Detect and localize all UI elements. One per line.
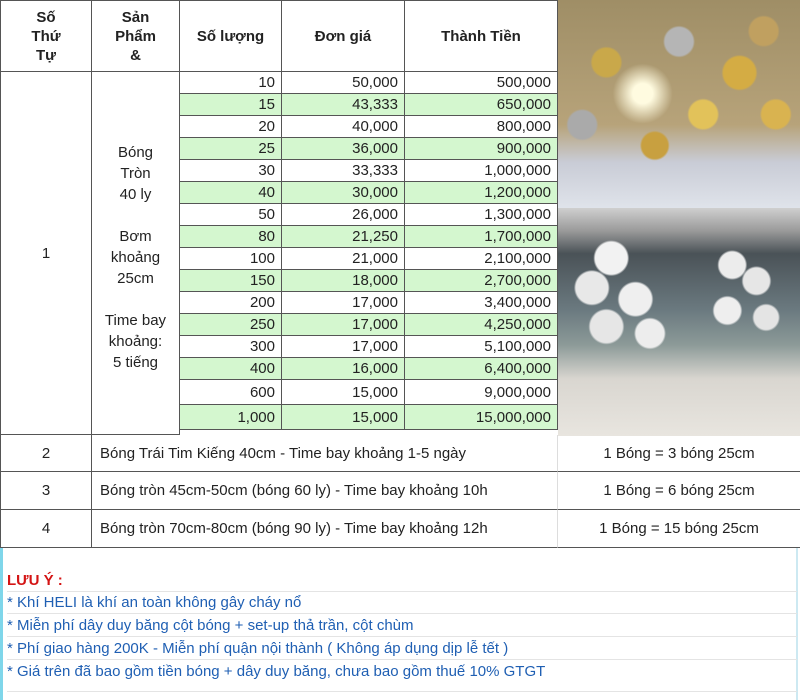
item2-equivalent: 1 Bóng = 3 bóng 25cm: [558, 435, 800, 472]
item4-description: Bóng tròn 70cm-80cm (bóng 90 ly) - Time bay khoảng 12h: [92, 510, 558, 548]
row-total: 650,000: [405, 94, 558, 116]
item1-product: Bóng Tròn 40 ly Bơm khoảng 25cm Time bay khoảng: 5 tiếng: [92, 72, 180, 435]
row-qty: 10: [180, 72, 282, 94]
row-qty: 1,000: [180, 405, 282, 430]
row-qty: 400: [180, 358, 282, 380]
header-quantity: Số lượng: [180, 0, 282, 72]
notes-title-row: [7, 570, 797, 592]
row-total: 900,000: [405, 138, 558, 160]
header-product: Sản Phẩm &: [92, 0, 180, 72]
row-price: 40,000: [282, 116, 405, 138]
row-total: 1,700,000: [405, 226, 558, 248]
note-line: * Khí HELI là khí an toàn không gây cháy nổ: [7, 592, 797, 614]
row-price: 15,000: [282, 405, 405, 430]
item3-description: Bóng tròn 45cm-50cm (bóng 60 ly) - Time bay khoảng 10h: [92, 472, 558, 510]
row-price: 33,333: [282, 160, 405, 182]
item1-stt: 1: [0, 72, 92, 435]
item4-equivalent: 1 Bóng = 15 bóng 25cm: [558, 510, 800, 548]
row-qty: 40: [180, 182, 282, 204]
header-unit-price: Đơn giá: [282, 0, 405, 72]
row-total: 1,000,000: [405, 160, 558, 182]
note-line: * Miễn phí dây duy băng cột bóng + set-up thả trần, cột chùm: [7, 615, 797, 637]
row-price: 30,000: [282, 182, 405, 204]
row-price: 50,000: [282, 72, 405, 94]
row-total: 2,100,000: [405, 248, 558, 270]
row-total: 5,100,000: [405, 336, 558, 358]
white-balloon-columns-photo: [558, 208, 800, 436]
item2-description: Bóng Trái Tim Kiếng 40cm - Time bay khoảng 1-5 ngày: [92, 435, 558, 472]
header-stt: Số Thứ Tự: [0, 0, 92, 72]
row-total: 500,000: [405, 72, 558, 94]
row-qty: 15: [180, 94, 282, 116]
row-price: 21,000: [282, 248, 405, 270]
row-qty: 250: [180, 314, 282, 336]
row-total: 9,000,000: [405, 380, 558, 405]
row-total: 6,400,000: [405, 358, 558, 380]
row-price: 36,000: [282, 138, 405, 160]
row-price: 15,000: [282, 380, 405, 405]
row-price: 43,333: [282, 94, 405, 116]
row-qty: 20: [180, 116, 282, 138]
item3-equivalent: 1 Bóng = 6 bóng 25cm: [558, 472, 800, 510]
gold-silver-balloons-photo: [558, 0, 800, 208]
row-price: 16,000: [282, 358, 405, 380]
item4-stt: 4: [0, 510, 92, 548]
notes-section: [0, 548, 798, 700]
row-price: 26,000: [282, 204, 405, 226]
row-total: 3,400,000: [405, 292, 558, 314]
item2-stt: 2: [0, 435, 92, 472]
row-qty: 25: [180, 138, 282, 160]
row-total: 1,300,000: [405, 204, 558, 226]
row-price: 18,000: [282, 270, 405, 292]
row-total: 800,000: [405, 116, 558, 138]
row-qty: 30: [180, 160, 282, 182]
header-total: Thành Tiền: [405, 0, 558, 72]
row-total: 1,200,000: [405, 182, 558, 204]
row-total: 4,250,000: [405, 314, 558, 336]
row-qty: 100: [180, 248, 282, 270]
row-qty: 50: [180, 204, 282, 226]
row-qty: 150: [180, 270, 282, 292]
note-line: * Phí giao hàng 200K - Miễn phí quận nội thành ( Không áp dụng dịp lễ tết ): [7, 638, 797, 660]
row-total: 2,700,000: [405, 270, 558, 292]
item3-stt: 3: [0, 472, 92, 510]
row-price: 17,000: [282, 314, 405, 336]
row-qty: 300: [180, 336, 282, 358]
note-line: * Giá trên đã bao gồm tiền bóng + dây duy băng, chưa bao gồm thuế 10% GTGT: [7, 661, 797, 692]
row-price: 17,000: [282, 292, 405, 314]
row-price: 17,000: [282, 336, 405, 358]
row-qty: 80: [180, 226, 282, 248]
notes-title: LƯU Ý :: [7, 572, 63, 589]
row-total: 15,000,000: [405, 405, 558, 430]
row-qty: 200: [180, 292, 282, 314]
row-qty: 600: [180, 380, 282, 405]
row-price: 21,250: [282, 226, 405, 248]
